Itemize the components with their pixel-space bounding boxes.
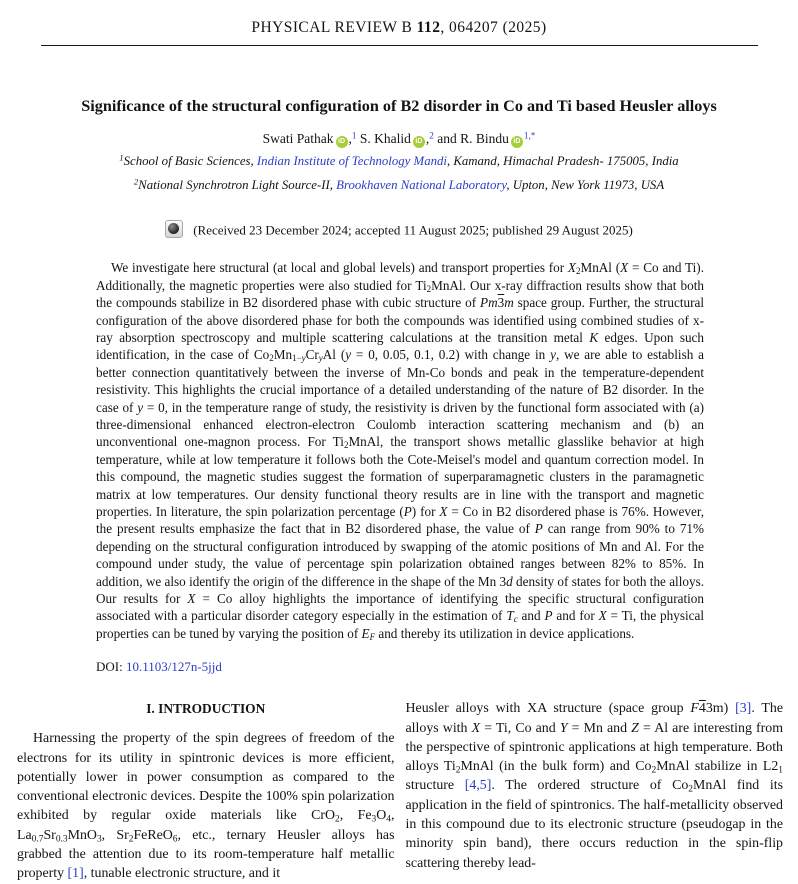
orcid-icon[interactable]: iD [511,136,523,148]
journal-title: PHYSICAL REVIEW B 112, 064207 (2025) [251,19,547,36]
inline-link[interactable]: Indian Institute of Technology Mandi [256,154,447,169]
intro-paragraph: Harnessing the property of the spin degrees of freedom of the electrons for its utility in spintronic devices is more efficient, potentially lower in power consumption as compared to the conventional electronic devices. Despite the 100% spin polarization exhibited by regular oxide materials like CrO$_2$, $Fe_3O_4$, $La_{0.7}Sr_{0.3}MnO_3$, $Sr_2FeReO_6$, etc., ternary Heusler alloys has grabbed the attention due to its room-temperature half metallic property [1], tunable electronic structure, and it [17,731,395,882]
section-heading-introduction: I. INTRODUCTION [146,701,266,717]
two-column-body [17,699,783,883]
right-column-paragraph: Heusler alloys with XA structure (space group F43m) [3]. The alloys with X = Ti, Co and Y = Mn and Z = Al are interesting from the perspective of spintronic applications at high temperature. Both alloys $Ti_2MnAl$ (in the bulk form) and $Co_2MnAl$ stabilize in $L2_1$ structure [4,5]. The ordered structure of $Co_2MnAl$ find its application in the field of spintronics. The half-metallicity observed in this compound due to its electronic structure (pseudogap in the minority spin band), there occurs reduction in the spin-flip scattering thereby lead- [405,701,784,871]
affiliation-ref-link[interactable]: 2 [429,130,434,141]
inline-link[interactable]: [1] [67,866,84,882]
affiliation-ref-link[interactable]: 1 [351,130,357,141]
orcid-icon[interactable]: iD [336,136,348,148]
inline-link[interactable]: [4,5] [464,778,492,794]
dates-text: (Received 23 December 2024; accepted 11 August 2025; published 29 August 2025) [193,222,633,238]
crossmark-icon[interactable] [165,220,183,238]
doi-line [96,659,798,675]
right-column [406,699,784,883]
affiliation-1: $^1$School of Basic Sciences, Indian Institute of Technology Mandi, Kamand, Himachal Pradesh- 175005, India [119,153,679,169]
dates-line [0,220,798,239]
affiliation-2: $^2$National Synchrotron Light Source-II, Brookhaven National Laboratory, Upton, New York 11973, USA [133,176,665,192]
doi-link[interactable]: 10.1103/127n-5jjd [125,659,222,675]
left-column [17,699,395,883]
paper-title: Significance of the structural configuration of B2 disorder in Co and Ti based Heusler alloys [81,97,717,115]
inline-link[interactable]: [3] [735,701,752,717]
doi-label: DOI: [96,659,126,675]
authors-line: Swati Pathak iD ,$^1$ S. Khalid iD ,$^2$ and R. Bindu $iD^{1,*}$ [262,130,536,147]
orcid-icon[interactable]: iD [413,136,425,148]
affiliation-ref-link[interactable]: 1,* [523,130,536,141]
abstract-text: We investigate here structural (at local and global levels) and transport properties for $X_2MnAl$ (X = Co and Ti). Additionally, the magnetic properties were also studied for $Ti_2MnAl$. Our x-ray diffraction results show that both the compounds stabilize in B2 disordered phase with cubic structure of Pm3m space group. Further, the structural configuration of the above disordered phase for both the compounds was identified using combined studies of x-ray absorption spectroscopy and multiple scattering calculations at the transition metal K edges. Upon such identification, in the case of $Co_2Mn_{1-y}Cr_yAl$ (y = 0, 0.05, 0.1, 0.2) with change in y, we are able to establish a better connection quantitatively between the inverse of Mn-Co bonds and peak in the temperature-dependent resistivity. This highlights the crucial importance of a detailed understanding of the nature of B2 disorder. In the case of y = 0, in the temperature range of study, the resistivity is driven by the functional form associated with (a) three-dimensional enhanced electron-electron Coulomb interaction scattering mechanism and (b) an unconventional one-magnon process. For $Ti_2MnAl$, the transport shows metallic glasslike behavior at high temperature, while at low temperature it follows both the Cote-Meisel's model and quantum correction model. In this compound, the magnetic studies suggest the formation of superparamagnetic clusters in the paramagnetic matrix at low temperatures. Our density functional theory results are in line with the transport and magnetic properties. In literature, the spin polarization percentage (P) for X = Co in B2 disordered phase is 76%. However, the present results emphasize the fact that in B2 disordered phase, the value of P can range from 90% to 71% depending on the structural configuration introduced by swapping of the atomic positions of Mn and Al. For the compound under study, the value of percentage spin polarization obtained ranges between 82% to 85%. In addition, we also identify the origin of the difference in the shape of the Mn 3d density of states for both the alloys. Our results for X = Co alloy highlights the importance of identifying the specific structural configuration associated with a particular disorder category especially in the estimation of $T_c$ and P and for X = Ti, the physical properties can be tuned by varying the position of $E_F$ and thereby its utilization in device applications. [96,260,705,643]
journal-header [0,0,798,46]
header-divider [41,45,758,46]
inline-link[interactable]: Brookhaven National Laboratory [336,177,507,192]
